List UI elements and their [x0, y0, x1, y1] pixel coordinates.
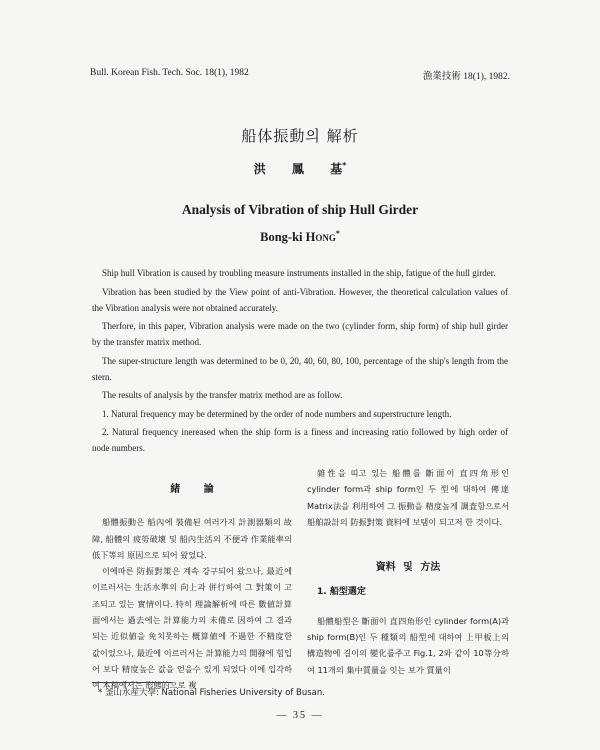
journal-citation-korean: 漁業技術 18(1), 1982. — [422, 72, 510, 82]
intro-paragraph: 船體振動은 船內에 裝備된 여러가지 計測器類의 故障, 船體의 疲勞破壞 및 船內生活의 不便과 作業能率의 低下等의 原因으로 되어 왔었다. — [92, 517, 292, 560]
korean-author-name: 洪 鳳 基 — [253, 162, 343, 176]
intro-paragraph: 이에따른 防振對策은 계속 강구되어 왔으나, 最近에 이르러서는 生活水準의 向上과 併行하여 그 對策이 고조되고 있는 實情이다. 特히 理論解析에 따른 數値計算面에서는 過去에는 計算能力의 未備로 因하여 그 결과되는 近似値을 免치못하는 概算値에 不過한 不精度한 값이었으나, 最近에 이르러서는 計算能力의 開發에 힘입어 보다 精度높은 값을 얻을수 있게 되었다 이에 입각하여 本稿에서는 形態的으로 複 — [92, 566, 292, 691]
author-footnote-mark: * — [342, 161, 347, 170]
page-number: — 35 — — [276, 710, 324, 721]
author-family-name: Hong — [305, 230, 336, 245]
author-given-name: Bong-ki — [260, 230, 303, 245]
left-column — [92, 482, 292, 694]
abstract-paragraph: Therfore, in this paper, Vibration analysis were made on the two (cylinder form, ship form) of ship hull girder by the transfer matrix method. — [92, 321, 508, 347]
korean-title: 船体振動의 解析 — [241, 127, 359, 145]
author-en-footnote-mark: * — [335, 229, 340, 238]
abstract-paragraph: Ship hull Vibration is caused by troubling measure instruments installed in the ship, fatigue of the hull girder. — [102, 268, 496, 278]
abstract-paragraph: The super-structure length was determined to be 0, 20, 40, 60, 80, 100, percentage of the ship's length from the stern. — [92, 355, 508, 382]
footnote-divider — [92, 682, 172, 683]
abstract-paragraph: The results of analysis by the transfer matrix method are as follow. — [102, 390, 343, 400]
journal-citation: Bull. Korean Fish. Tech. Soc. 18(1), 1982 — [90, 68, 249, 78]
korean-author — [0, 160, 600, 177]
abstract-paragraph: Vibration has been studied by the View point of anti-Vibration. However, the theoretical calculation values of the Vibration analysis were not obtained accurately. — [92, 286, 508, 313]
abstract — [92, 265, 508, 459]
intro-heading: 緒 論 — [170, 484, 214, 495]
abstract-paragraph: 1. Natural frequency may be determined by the order of node numbers and superstructure length. — [102, 408, 452, 419]
affiliation-footnote: * 釜山水産大學: National Fisheries University of Busan. — [98, 688, 325, 698]
methods-heading: 資料 및 方法 — [375, 562, 441, 574]
english-title: Analysis of Vibration of ship Hull Girder — [181, 202, 419, 217]
abstract-paragraph: 2. Natural frequency inereased when the ship form is a finess and increasing ratio followed by high order of node numbers. — [92, 427, 508, 453]
running-header — [90, 68, 510, 82]
right-column — [307, 465, 509, 678]
english-author — [0, 229, 600, 245]
ship-form-subheading: 1. 船型選定 — [317, 587, 366, 598]
methods-paragraph: 船體船型은 斷面이 直四角形인 cylinder form(A)과 ship form(B)인 두 種類의 船型에 대하여 上甲板上의 構造物에 길이의 變化를주고 Fig.1, 2와 같이 10等分하여 11개의 集中質量을 잇는 보가 質量이 — [307, 615, 509, 675]
intro-continued-paragraph: 雜性을 띠고 있는 船體를 斷面이 直四角形인 cylinder form과 ship form인 두 型에 대하여 傳達 Matrix法을 利用하여 그 振動을 精度높게 調査함으로서 船舶設計의 防振對策 資料에 보탬이 되고저 한 것이다. — [307, 468, 509, 527]
